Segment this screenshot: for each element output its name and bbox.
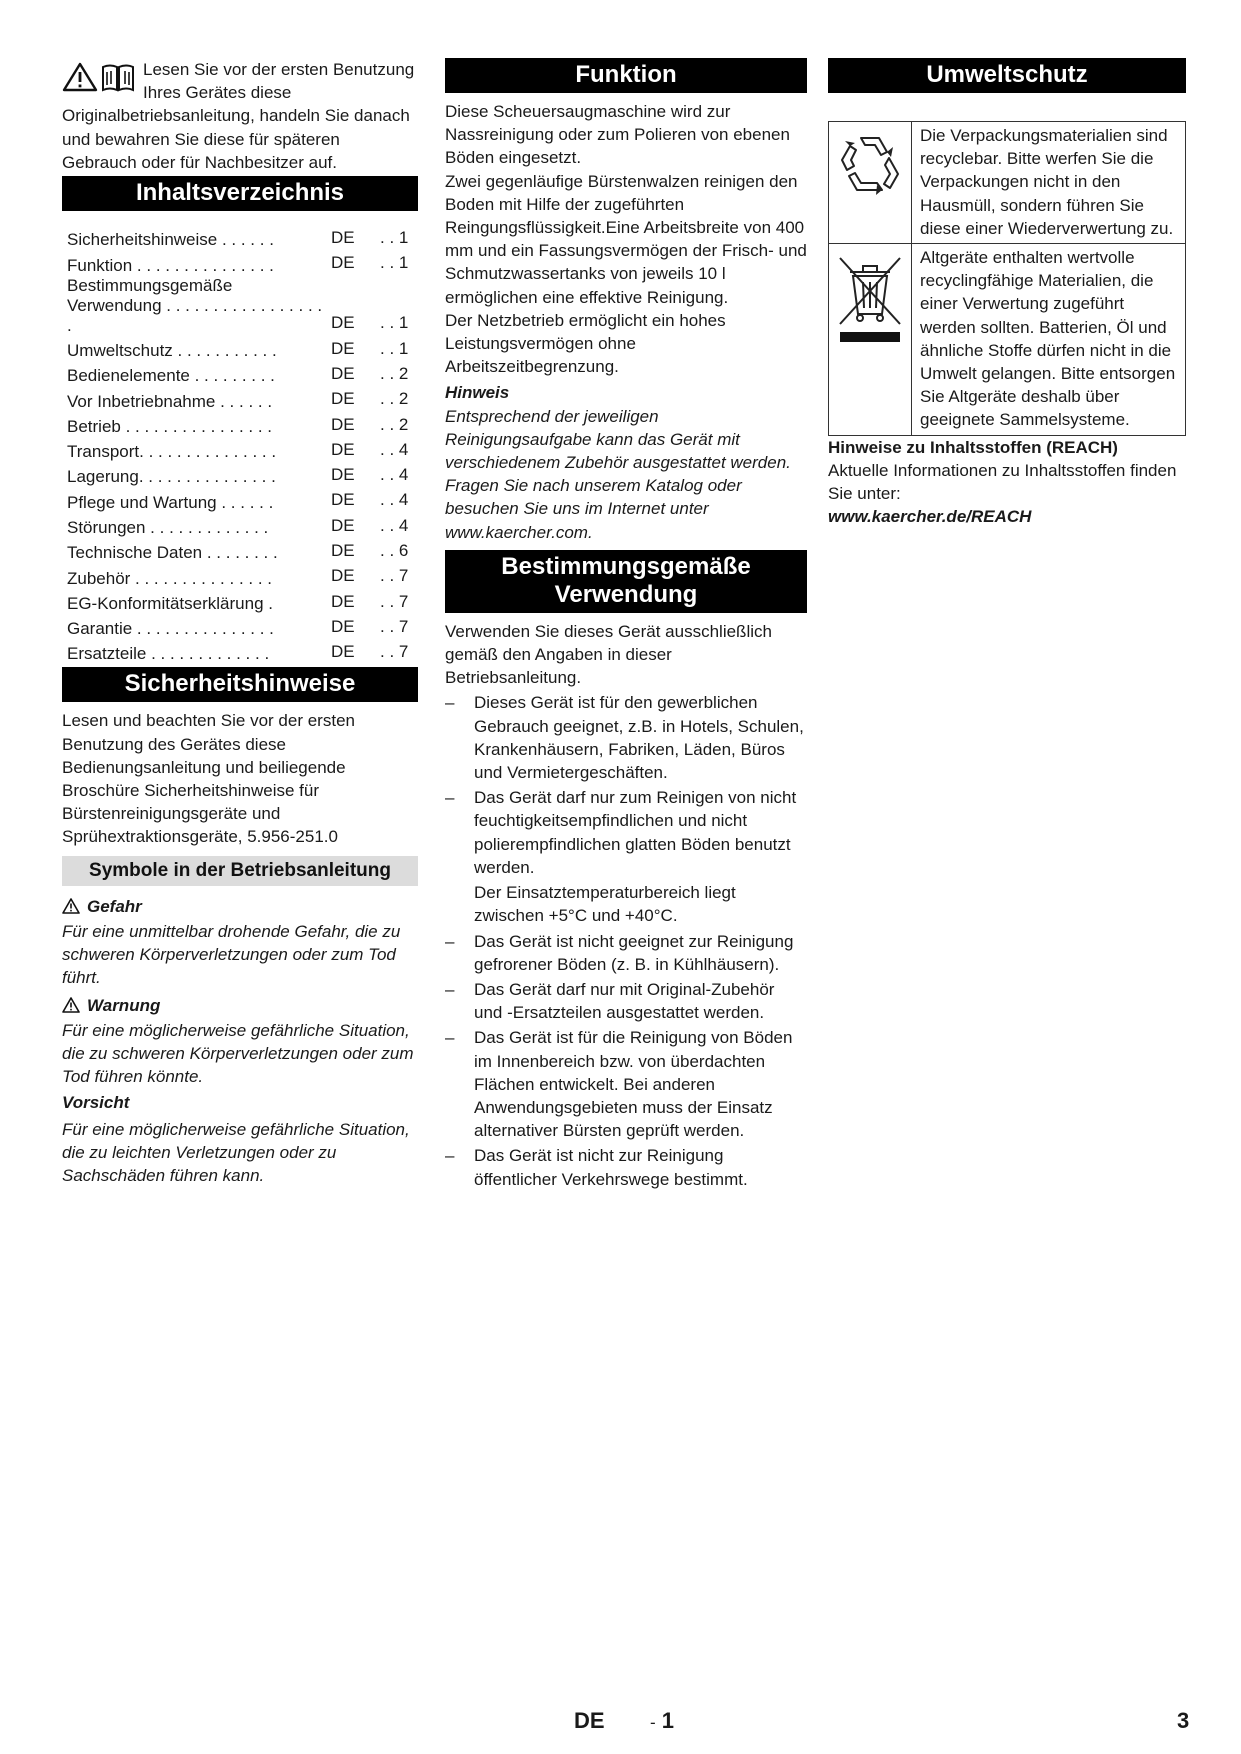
table-row	[829, 244, 1186, 436]
function-p2: Zwei gegenläufige Bürstenwalzen reinigen den Boden mit Hilfe der zugeführten Reingungsflüssigkeit.Eine Arbeitsbreite von 400 mm und ein Fassungsvermögen der Frisch- und Schmutzwassertanks von jeweils 10 l ermöglichen eine effektive Reinigung.	[445, 171, 807, 307]
list-item: – Das Gerät ist nicht geeignet zur Reinigung gefrorener Böden (z. B. in Kühlhäusern).	[445, 930, 807, 976]
toc-entry[interactable]	[62, 513, 418, 538]
middle-column	[445, 58, 807, 1191]
toc-table	[62, 225, 418, 664]
toc-entry-page: . . 6	[380, 540, 409, 560]
crossed-bin-icon	[836, 250, 904, 346]
toc-title: Inhaltsverzeichnis	[62, 176, 418, 211]
footer-section-number: 1	[661, 1708, 675, 1733]
reach-link[interactable]: www.kaercher.de/REACH	[828, 507, 1032, 527]
toc-entry-lang: DE	[331, 313, 355, 333]
toc-entry[interactable]	[62, 614, 418, 639]
list-item: – Das Gerät darf nur mit Original-Zubehör und -Ersatzteilen ausgestattet werden.	[445, 978, 807, 1024]
intro-block	[62, 58, 418, 174]
toc-entry-page: . . 4	[380, 490, 409, 510]
toc-entry[interactable]	[62, 437, 418, 462]
manual-book-icon	[101, 62, 135, 92]
toc-entry-lang: DE	[331, 363, 355, 383]
danger-label: Gefahr	[87, 896, 142, 916]
note-p2: Fragen Sie nach unserem Katalog oder besuchen Sie uns im Internet unter www.kaercher.com.	[445, 476, 742, 542]
recycling-icon-cell	[829, 122, 912, 244]
toc-entry-page: . . 1	[380, 313, 409, 333]
list-item: – Das Gerät ist nicht zur Reinigung öffentlicher Verkehrswege bestimmt.	[445, 1144, 807, 1190]
toc-entry[interactable]	[62, 563, 418, 588]
environment-table	[828, 121, 1186, 436]
list-item: – Das Gerät ist für die Reinigung von Böden im Innenbereich bzw. von überdachten Flächen entwickelt. Bei anderen Anwendungsgebieten muss der Einsatz alternativer Bürsten geprüft werden.	[445, 1026, 807, 1142]
toc-entry[interactable]	[62, 538, 418, 563]
toc-entry-page: . . 4	[380, 465, 409, 485]
symbols-title: Symbole in der Betriebsanleitung	[62, 856, 418, 886]
toc-entry-page: . . 2	[380, 414, 409, 434]
page-number: 3	[1177, 1708, 1190, 1733]
toc-entry-lang: DE	[331, 414, 355, 434]
toc-entry[interactable]	[62, 589, 418, 614]
toc-entry-page: . . 1	[380, 338, 409, 358]
left-column	[62, 58, 418, 1187]
warning-triangle-icon	[62, 898, 80, 914]
table-row	[829, 122, 1186, 244]
toc-entry-lang: DE	[331, 439, 355, 459]
toc-entry-page: . . 1	[380, 228, 409, 248]
toc-entry-label: Umweltschutz . . . . . . . . . . .	[67, 340, 277, 360]
toc-entry[interactable]	[62, 250, 418, 275]
toc-entry-lang: DE	[331, 540, 355, 560]
recycling-icon	[835, 128, 905, 198]
function-title: Funktion	[445, 58, 807, 93]
toc-entry-lang: DE	[331, 253, 355, 273]
old-devices-text: Altgeräte enthalten wertvolle recyclingfähige Materialien, die einer Verwertung zugeführt werden sollten. Batterien, Öl und ähnliche Stoffe dürfen nicht in die Umwelt gelangen. Bitte entsorgen Sie Altgeräte deshalb über geeignete Sammelsysteme.	[912, 244, 1186, 436]
warning-label: Warnung	[87, 995, 161, 1015]
toc-entry-lang: DE	[331, 389, 355, 409]
toc-entry-lang: DE	[331, 338, 355, 358]
toc-entry-lang: DE	[331, 465, 355, 485]
toc-entry-label: EG-Konformitätserklärung .	[67, 593, 273, 613]
reach-text: Aktuelle Informationen zu Inhaltsstoffen finden Sie unter:	[828, 460, 1177, 504]
toc-entry-label: Betrieb . . . . . . . . . . . . . . . .	[67, 416, 273, 436]
toc-entry-page: . . 4	[380, 439, 409, 459]
toc-entry-page: . . 7	[380, 616, 409, 636]
caution-heading	[62, 1091, 418, 1114]
safety-title: Sicherheitshinweise	[62, 667, 418, 702]
toc-entry-label: Pflege und Wartung . . . . . .	[67, 492, 274, 512]
toc-entry-lang: DE	[331, 228, 355, 248]
caution-text: Für eine möglicherweise gefährliche Situation, die zu leichten Verletzungen oder zu Sachschäden führen kann.	[62, 1119, 410, 1185]
toc-entry-page: . . 7	[380, 642, 409, 662]
toc-entry-label: Funktion . . . . . . . . . . . . . . .	[67, 255, 274, 275]
toc-entry-lang: DE	[331, 642, 355, 662]
note-p1: Entsprechend der jeweiligen Reinigungsaufgabe kann das Gerät mit verschiedenem Zubehör ausgestattet werden.	[445, 406, 791, 473]
list-item: – Das Gerät darf nur zum Reinigen von nicht feuchtigkeitsempfindlichen und nicht polierempfindlichen glatten Böden benutzt werden.	[445, 786, 807, 879]
warning-text: Für eine möglicherweise gefährliche Situation, die zu schweren Körperverletzungen oder zum Tod führen könnte.	[62, 1020, 414, 1087]
toc-entry-label: Bedienelemente . . . . . . . . .	[67, 366, 275, 386]
toc-entry-page: . . 2	[380, 389, 409, 409]
intro-text: Lesen Sie vor der ersten Benutzung Ihres Gerätes diese Originalbetriebsanleitung, handeln Sie danach und bewahren Sie diese für späteren Gebrauch oder für Nachbesitzer auf.	[62, 60, 415, 172]
footer-section-page: - 1	[650, 1708, 675, 1733]
toc-entry-label: Garantie . . . . . . . . . . . . . . .	[67, 619, 274, 639]
toc-entry[interactable]	[62, 386, 418, 411]
warning-heading	[62, 994, 418, 1017]
intro-icons	[62, 62, 135, 92]
warning-triangle-icon	[62, 997, 80, 1013]
toc-entry[interactable]	[62, 462, 418, 487]
toc-entry-page: . . 2	[380, 363, 409, 383]
toc-entry-lang: DE	[331, 490, 355, 510]
toc-entry-label: Ersatzteile . . . . . . . . . . . . .	[67, 644, 270, 664]
warning-triangle-icon	[62, 62, 98, 92]
toc-entry-label: Technische Daten . . . . . . . .	[67, 543, 278, 563]
toc-entry-label: Sicherheitshinweise . . . . . .	[67, 230, 274, 250]
toc-entry[interactable]	[62, 276, 418, 336]
toc-entry-label: Bestimmungsgemäße Verwendung . . . . . . . . . . . . . . . . . .	[67, 275, 323, 335]
toc-entry-label: Lagerung. . . . . . . . . . . . . . .	[67, 467, 276, 487]
list-item: – Dieses Gerät ist für den gewerblichen Gebrauch geeignet, z.B. in Hotels, Schulen, Krankenhäusern, Fabriken, Läden, Büros und Vermietergeschäften.	[445, 691, 807, 784]
danger-text: Für eine unmittelbar drohende Gefahr, die zu schweren Körperverletzungen oder zum Tod führt.	[62, 921, 401, 988]
toc-entry[interactable]	[62, 361, 418, 386]
intended-use-title: Bestimmungsgemäße Verwendung	[445, 550, 807, 613]
danger-heading	[62, 895, 418, 918]
right-column	[828, 58, 1186, 528]
toc-entry-lang: DE	[331, 591, 355, 611]
toc-entry-lang: DE	[331, 616, 355, 636]
toc-entry[interactable]	[62, 336, 418, 361]
environment-title: Umweltschutz	[828, 58, 1186, 93]
intended-use-list	[445, 691, 807, 1190]
toc-entry-label: Zubehör . . . . . . . . . . . . . . .	[67, 568, 273, 588]
toc-entry[interactable]	[62, 225, 418, 250]
toc-entry-label: Vor Inbetriebnahme . . . . . .	[67, 391, 273, 411]
toc-entry[interactable]	[62, 412, 418, 437]
note-title: Hinweis	[445, 383, 510, 403]
reach-title: Hinweise zu Inhaltsstoffen (REACH)	[828, 437, 1118, 457]
list-item-extra: Der Einsatztemperaturbereich liegt zwischen +5°C und +40°C.	[474, 883, 736, 926]
toc-entry[interactable]	[62, 487, 418, 512]
toc-entry-page: . . 7	[380, 591, 409, 611]
crossed-bin-icon-cell	[829, 244, 912, 436]
toc-entry-label: Störungen . . . . . . . . . . . . .	[67, 517, 269, 537]
toc-entry-lang: DE	[331, 566, 355, 586]
toc-entry-page: . . 7	[380, 566, 409, 586]
intended-use-intro: Verwenden Sie dieses Gerät ausschließlich gemäß den Angaben in dieser Betriebsanleitung.	[445, 621, 772, 688]
toc-entry-page: . . 4	[380, 515, 409, 535]
safety-text: Lesen und beachten Sie vor der ersten Benutzung des Gerätes diese Bedienungsanleitung und beiliegende Broschüre Sicherheitshinweise für Bürstenreinigungsgeräte und Sprühextraktionsgeräte, 5.956-251.0	[62, 711, 355, 847]
footer-lang: DE	[574, 1708, 605, 1733]
function-p1: Diese Scheuersaugmaschine wird zur Nassreinigung oder zum Polieren von ebenen Böden eingesetzt.	[445, 102, 790, 168]
packaging-recycling-text: Die Verpackungsmaterialien sind recyclebar. Bitte werfen Sie die Verpackungen nicht in den Hausmüll, sondern führen Sie diese einer Wiederverwertung zu.	[912, 122, 1186, 244]
function-p3: Der Netzbetrieb ermöglicht ein hohes Leistungsvermögen ohne Arbeitszeitbegrenzung.	[445, 310, 726, 377]
caution-label: Vorsicht	[62, 1093, 130, 1113]
toc-entry-lang: DE	[331, 515, 355, 535]
toc-entry[interactable]	[62, 639, 418, 664]
toc-entry-label: Transport. . . . . . . . . . . . . . .	[67, 442, 277, 462]
toc-entry-page: . . 1	[380, 253, 409, 273]
